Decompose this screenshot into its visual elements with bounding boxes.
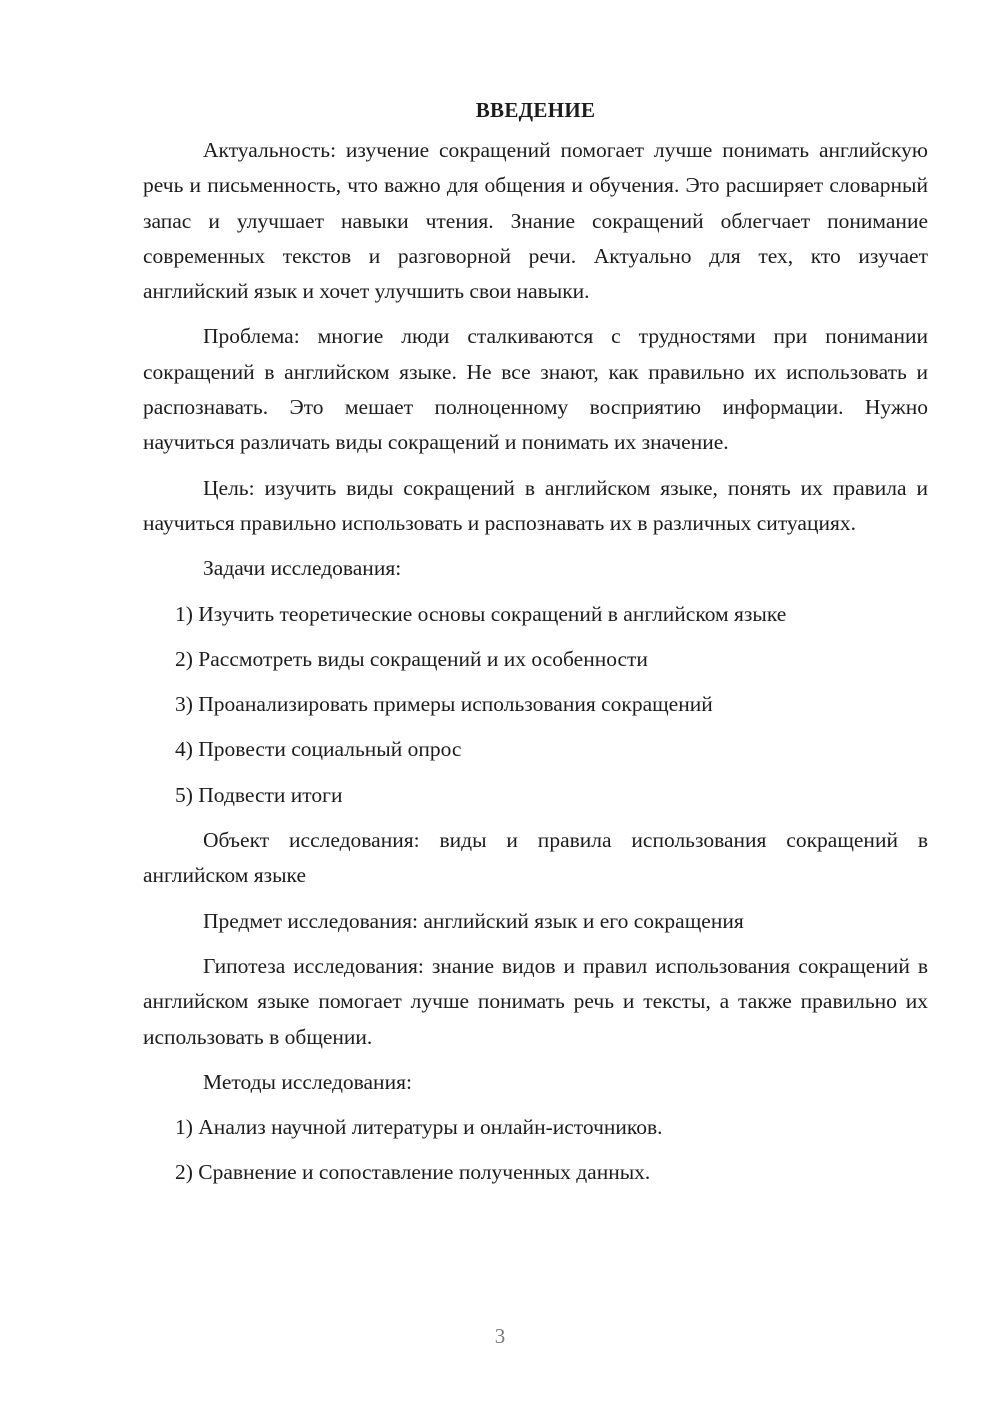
object-paragraph: Объект исследования: виды и правила использования сокращений в английском языке [143,828,928,888]
task-item: 3) Проанализировать примеры использования сокращений [175,692,713,717]
subject-paragraph: Предмет исследования: английский язык и его сокращения [203,908,744,933]
method-item: 1) Анализ научной литературы и онлайн-источников. [175,1115,663,1140]
task-item: 2) Рассмотреть виды сокращений и их особенности [175,646,648,671]
relevance-paragraph: Актуальность: изучение сокращений помогает лучше понимать английскую речь и письменность, что важно для общения и обучения. Это расширяет словарный запас и улучшает навыки чтения. Знание сокращений облегчает понимание современных текстов и разговорной речи. Актуально для тех, кто изучает английский язык и хочет улучшить свои навыки. [143,138,928,304]
tasks-heading: Задачи исследования: [203,556,402,581]
hypothesis-paragraph: Гипотеза исследования: знание видов и правил использования сокращений в английском языке помогает лучше понимать речь и тексты, а также правильно их использовать в общении. [143,953,928,1049]
task-item: 4) Провести социальный опрос [175,737,462,762]
method-item: 2) Сравнение и сопоставление полученных данных. [175,1160,651,1185]
task-item: 5) Подвести итоги [175,782,343,807]
methods-heading: Методы исследования: [203,1069,412,1094]
goal-paragraph: Цель: изучить виды сокращений в английском языке, понять их правила и научиться правильно использовать и распознавать их в различных ситуациях. [143,475,928,535]
document-page [143,94,928,1191]
problem-paragraph: Проблема: многие люди сталкиваются с трудностями при понимании сокращений в английском языке. Не все знают, как правильно их использовать и распознавать. Это мешает полноценному восприятию информации. Нужно научиться различать виды сокращений и понимать их значение. [143,324,928,455]
page-title: ВВЕДЕНИЕ [475,98,596,122]
page-number: 3 [494,1324,506,1348]
task-item: 1) Изучить теоретические основы сокращений в английском языке [175,601,787,626]
